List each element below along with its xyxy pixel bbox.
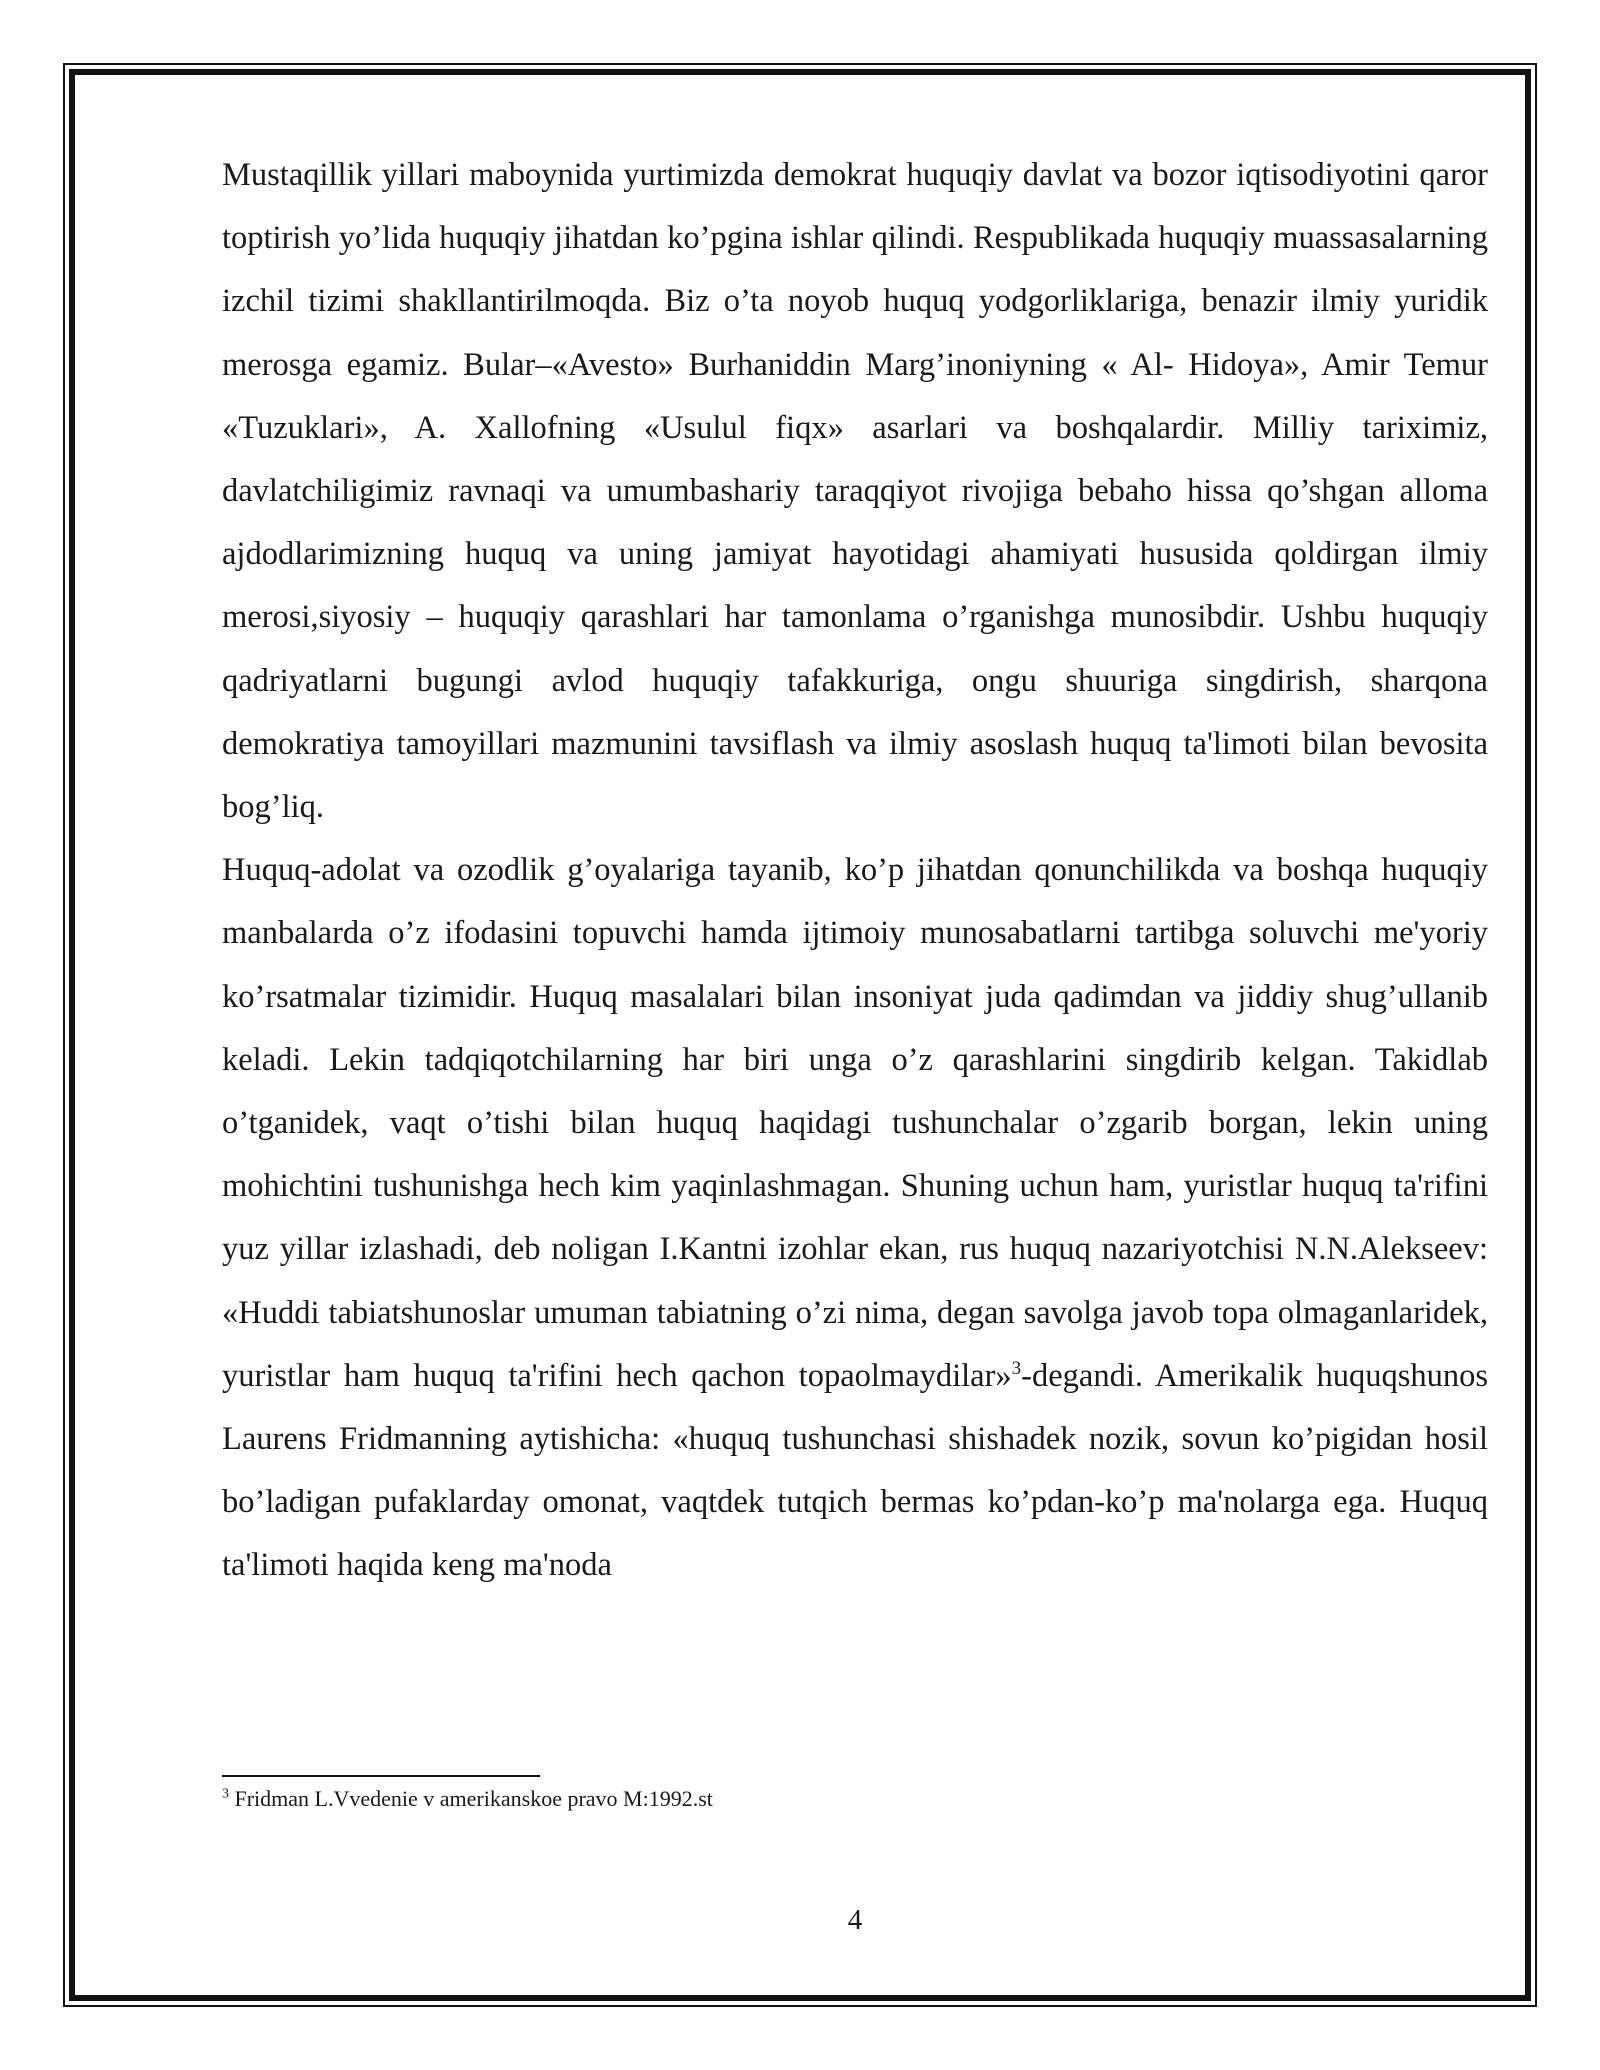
page-number: 4 bbox=[847, 1904, 863, 1936]
paragraph-2 bbox=[222, 839, 1488, 1597]
footnote-reference[interactable]: 3 bbox=[1011, 1358, 1022, 1380]
footnote-separator bbox=[222, 1775, 540, 1777]
paragraph-1: Mustaqillik yillari maboynida yurtimizda demokrat huquqiy davlat va bozor iqtisodiyotini qaror toptirish yo’lida huquqiy jihatdan ko’pgina ishlar qilindi. Respublikada huquqiy muassasalarning izchil tizimi shakllantirilmoqda. Biz o’ta noyob huquq yodgorliklariga, benazir ilmiy yuridik merosga egamiz. Bular–«Avesto» Burhaniddin Marg’inoniyning « Al- Hidoya», Amir Temur «Tuzuklari», A. Xallofning «Usulul fiqx» asarlari va boshqalardir. Milliy tariximiz, davlatchiligimiz ravnaqi va umumbashariy taraqqiyot rivojiga bebaho hissa qo’shgan alloma ajdodlarimizning huquq va uning jamiyat hayotidagi ahamiyati hususida qoldirgan ilmiy merosi,siyosiy – huquqiy qarashlari har tamonlama o’rganishga munosibdir. Ushbu huquqiy qadriyatlarni bugungi avlod huquqiy tafakkuriga, ongu shuuriga singdirish, sharqona demokratiya tamoyillari mazmunini tavsiflash va ilmiy asoslash huquq ta'limoti bilan bevosita bog’liq. bbox=[222, 157, 1488, 826]
footnote bbox=[222, 1784, 1488, 1814]
footnote-number: 3 bbox=[222, 1786, 229, 1802]
paragraph-2-text: Huquq-adolat va ozodlik g’oyalariga tayanib, ko’p jihatdan qonunchilikda va boshqa huquqiy manbalarda o’z ifodasini topuvchi hamda ijtimoiy munosabatlarni tartibga soluvchi me'yoriy ko’rsatmalar tizimidir. Huquq masalalari bilan insoniyat juda qadimdan va jiddiy shug’ullanib keladi. Lekin tadqiqotchilarning har biri unga o’z qarashlarini singdirib kelgan. Takidlab o’tganidek, vaqt o’tishi bilan huquq haqidagi tushunchalar o’zgarib borgan, lekin uning mohichtini tushunishga hech kim yaqinlashmagan. Shuning uchun ham, yuristlar huquq ta'rifini yuz yillar izlashadi, deb noligan I.Kantni izohlar ekan, rus huquq nazariyotchisi N.N.Alekseev: «Huddi tabiatshunoslar umuman tabiatning o’zi nima, degan savolga javob topa olmaganlaridek, yuristlar ham huquq ta'rifini hech qachon topaolmaydilar» bbox=[222, 852, 1488, 1394]
footnote-text: Fridman L.Vvedenie v amerikanskoe pravo M:1992.st bbox=[229, 1786, 713, 1811]
body-text bbox=[222, 144, 1488, 1598]
paragraph-2-continuation: -degandi. Amerikalik huquqshunos Laurens Fridmanning aytishicha: «huquq tushunchasi shishadek nozik, sovun ko’pigidan hosil bo’ladigan pufaklarday omonat, vaqtdek tutqich bermas ko’pdan-ko’p ma'nolarga ega. Huquq ta'limoti haqida keng ma'noda bbox=[222, 1357, 1488, 1584]
